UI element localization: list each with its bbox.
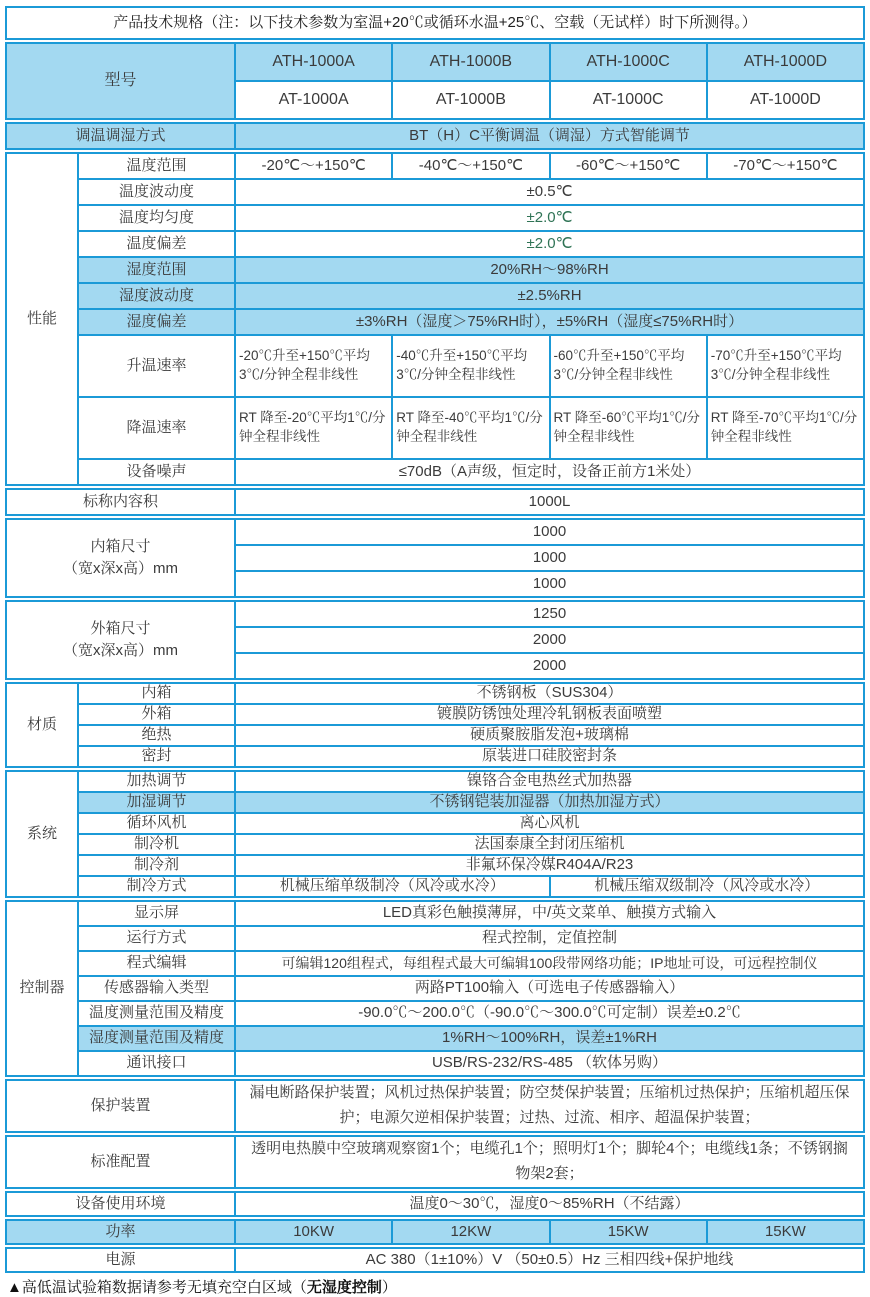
model-block — [5, 42, 865, 120]
fan-value: 离心风机 — [236, 814, 863, 833]
group-controller: 控制器 — [7, 902, 77, 1075]
noise-value: ≤70dB（A声级，恒定时，设备正前方1米处） — [236, 460, 863, 484]
temp-range-value: -20℃～+150℃ — [236, 154, 391, 178]
heating-value: 镍铬合金电热丝式加热器 — [236, 772, 863, 791]
performance-block — [5, 152, 865, 486]
inner-material-label: 内箱 — [79, 684, 234, 703]
outer-material-value: 镀膜防锈蚀处理冷轧钢板表面喷塑 — [236, 705, 863, 724]
program-edit-label: 程式编辑 — [79, 952, 234, 975]
model-ath-c: ATH-1000C — [551, 44, 706, 80]
humidity-deviation-label: 湿度偏差 — [79, 310, 234, 334]
humidity-range-label: 湿度范围 — [79, 258, 234, 282]
cooldown-rate-value: RT 降至-20℃平均1℃/分钟全程非线性 — [236, 398, 391, 458]
refrigerator-value: 法国泰康全封闭压缩机 — [236, 835, 863, 854]
comm-port-label: 通讯接口 — [79, 1052, 234, 1075]
supply-block — [5, 1247, 865, 1273]
refrigerant-label: 制冷剂 — [79, 856, 234, 875]
display-value: LED真彩色触摸薄屏，中/英文菜单、触摸方式输入 — [236, 902, 863, 925]
inner-size-height: 1000 — [236, 572, 863, 596]
protection-value: 漏电断路保护装置；风机过热保护装置；防空焚保护装置；压缩机过热保护；压缩机超压保护；电源欠逆相保护装置；过热、过流、相序、超温保护装置； — [236, 1081, 863, 1131]
model-label: 型号 — [7, 44, 234, 118]
humidity-fluctuation-label: 湿度波动度 — [79, 284, 234, 308]
sealing-label: 密封 — [79, 747, 234, 766]
cooling-method-label: 制冷方式 — [79, 877, 234, 896]
display-label: 显示屏 — [79, 902, 234, 925]
outer-size-label-line1: 外箱尺寸 — [90, 619, 151, 637]
inner-size-width: 1000 — [236, 520, 863, 544]
footnote-bold: 无湿度控制 — [306, 1279, 382, 1296]
model-at-c: AT-1000C — [551, 82, 706, 118]
model-ath-d: ATH-1000D — [708, 44, 863, 80]
noise-label: 设备噪声 — [79, 460, 234, 484]
sealing-value: 原装进口硅胶密封条 — [236, 747, 863, 766]
model-ath-a: ATH-1000A — [236, 44, 391, 80]
group-performance: 性能 — [7, 154, 77, 484]
temp-deviation-label: 温度偏差 — [79, 232, 234, 256]
power-label: 功率 — [7, 1221, 234, 1243]
mode-block — [5, 122, 865, 150]
environment-block — [5, 1191, 865, 1217]
cooldown-rate-value: RT 降至-70℃平均1℃/分钟全程非线性 — [708, 398, 863, 458]
humidifying-value: 不锈钢铠装加湿器（加热加湿方式） — [236, 793, 863, 812]
outer-material-label: 外箱 — [79, 705, 234, 724]
heatup-rate-value: -60℃升至+150℃平均3℃/分钟全程非线性 — [551, 336, 706, 396]
temp-range-value: -70℃～+150℃ — [708, 154, 863, 178]
model-at-a: AT-1000A — [236, 82, 391, 118]
outer-size-block — [5, 600, 865, 680]
inner-size-block — [5, 518, 865, 598]
humidity-measure-label: 湿度测量范围及精度 — [79, 1027, 234, 1050]
heatup-rate-value: -40℃升至+150℃平均3℃/分钟全程非线性 — [393, 336, 548, 396]
outer-size-height: 2000 — [236, 654, 863, 678]
outer-size-depth: 2000 — [236, 628, 863, 652]
mode-value: BT（H）C平衡调温（调湿）方式智能调节 — [236, 124, 863, 148]
cooldown-rate-value: RT 降至-40℃平均1℃/分钟全程非线性 — [393, 398, 548, 458]
power-value: 10KW — [236, 1221, 391, 1243]
environment-value: 温度0～30℃，湿度0～85%RH（不结露） — [236, 1193, 863, 1215]
standard-config-value: 透明电热膜中空玻璃观察窗1个；电缆孔1个；照明灯1个；脚轮4个；电缆线1条；不锈钢搁物架2套； — [236, 1137, 863, 1187]
group-material: 材质 — [7, 684, 77, 766]
temp-uniformity-value: ±2.0℃ — [236, 206, 863, 230]
cooling-method-single: 机械压缩单级制冷（风冷或水冷） — [236, 877, 549, 896]
humidity-range-value: 20%RH～98%RH — [236, 258, 863, 282]
model-ath-b: ATH-1000B — [393, 44, 548, 80]
footnote — [5, 1276, 865, 1297]
outer-size-width: 1250 — [236, 602, 863, 626]
temp-range-label: 温度范围 — [79, 154, 234, 178]
humidity-deviation-value: ±3%RH（湿度＞75%RH时），±5%RH（湿度≤75%RH时） — [236, 310, 863, 334]
temp-uniformity-label: 温度均匀度 — [79, 206, 234, 230]
power-block — [5, 1219, 865, 1245]
power-value: 15KW — [551, 1221, 706, 1243]
protection-block — [5, 1079, 865, 1133]
refrigerant-value: 非氟环保冷媒R404A/R23 — [236, 856, 863, 875]
temp-fluctuation-label: 温度波动度 — [79, 180, 234, 204]
temp-fluctuation-value: ±0.5℃ — [236, 180, 863, 204]
supply-value: AC 380（1±10%）V （50±0.5）Hz 三相四线+保护地线 — [236, 1249, 863, 1271]
group-system: 系统 — [7, 772, 77, 896]
refrigerator-label: 制冷机 — [79, 835, 234, 854]
cooldown-rate-label: 降温速率 — [79, 398, 234, 458]
heating-label: 加热调节 — [79, 772, 234, 791]
environment-label: 设备使用环境 — [7, 1193, 234, 1215]
volume-value: 1000L — [236, 490, 863, 514]
cooling-method-double: 机械压缩双级制冷（风冷或水冷） — [551, 877, 864, 896]
temp-measure-value: -90.0℃～200.0℃（-90.0℃～300.0℃可定制）误差±0.2℃ — [236, 1002, 863, 1025]
insulation-label: 绝热 — [79, 726, 234, 745]
outer-size-label-line2: （宽x深x高）mm — [63, 642, 178, 659]
fan-label: 循环风机 — [79, 814, 234, 833]
sensor-input-label: 传感器输入类型 — [79, 977, 234, 1000]
cooldown-rate-value: RT 降至-60℃平均1℃/分钟全程非线性 — [551, 398, 706, 458]
inner-size-label-line2: （宽x深x高）mm — [63, 560, 178, 577]
footnote-prefix: ▲高低温试验箱数据请参考无填充空白区域（ — [7, 1279, 307, 1296]
model-at-d: AT-1000D — [708, 82, 863, 118]
title-block — [5, 6, 865, 40]
standard-config-block — [5, 1135, 865, 1189]
sensor-input-value: 两路PT100输入（可选电子传感器输入） — [236, 977, 863, 1000]
power-value: 12KW — [393, 1221, 548, 1243]
humidifying-label: 加湿调节 — [79, 793, 234, 812]
comm-port-value: USB/RS-232/RS-485 （软体另购） — [236, 1052, 863, 1075]
model-at-b: AT-1000B — [393, 82, 548, 118]
power-value: 15KW — [708, 1221, 863, 1243]
volume-block — [5, 488, 865, 516]
footnote-suffix: ） — [381, 1279, 397, 1296]
operation-mode-label: 运行方式 — [79, 927, 234, 950]
humidity-measure-value: 1%RH～100%RH，误差±1%RH — [236, 1027, 863, 1050]
humidity-fluctuation-value: ±2.5%RH — [236, 284, 863, 308]
program-edit-value: 可编辑120组程式，每组程式最大可编辑100段带网络功能；IP地址可设，可远程控制仪 — [236, 952, 863, 975]
volume-label: 标称内容积 — [7, 490, 234, 514]
insulation-value: 硬质聚胺脂发泡+玻璃棉 — [236, 726, 863, 745]
heatup-rate-value: -20℃升至+150℃平均3℃/分钟全程非线性 — [236, 336, 391, 396]
heatup-rate-label: 升温速率 — [79, 336, 234, 396]
inner-size-label-line1: 内箱尺寸 — [90, 537, 151, 555]
inner-size-depth: 1000 — [236, 546, 863, 570]
page-title: 产品技术规格（注：以下技术参数为室温+20℃或循环水温+25℃、空载（无试样）时下所测得。） — [7, 8, 863, 38]
mode-label: 调温调湿方式 — [7, 124, 234, 148]
supply-label: 电源 — [7, 1249, 234, 1271]
controller-block — [5, 900, 865, 1077]
inner-material-value: 不锈钢板（SUS304） — [236, 684, 863, 703]
standard-config-label: 标准配置 — [7, 1137, 234, 1187]
system-block — [5, 770, 865, 898]
protection-label: 保护装置 — [7, 1081, 234, 1131]
temp-range-value: -40℃～+150℃ — [393, 154, 548, 178]
inner-size-label — [7, 520, 234, 596]
heatup-rate-value: -70℃升至+150℃平均3℃/分钟全程非线性 — [708, 336, 863, 396]
temp-deviation-value: ±2.0℃ — [236, 232, 863, 256]
operation-mode-value: 程式控制，定值控制 — [236, 927, 863, 950]
temp-range-value: -60℃～+150℃ — [551, 154, 706, 178]
outer-size-label — [7, 602, 234, 678]
temp-measure-label: 温度测量范围及精度 — [79, 1002, 234, 1025]
material-block — [5, 682, 865, 768]
